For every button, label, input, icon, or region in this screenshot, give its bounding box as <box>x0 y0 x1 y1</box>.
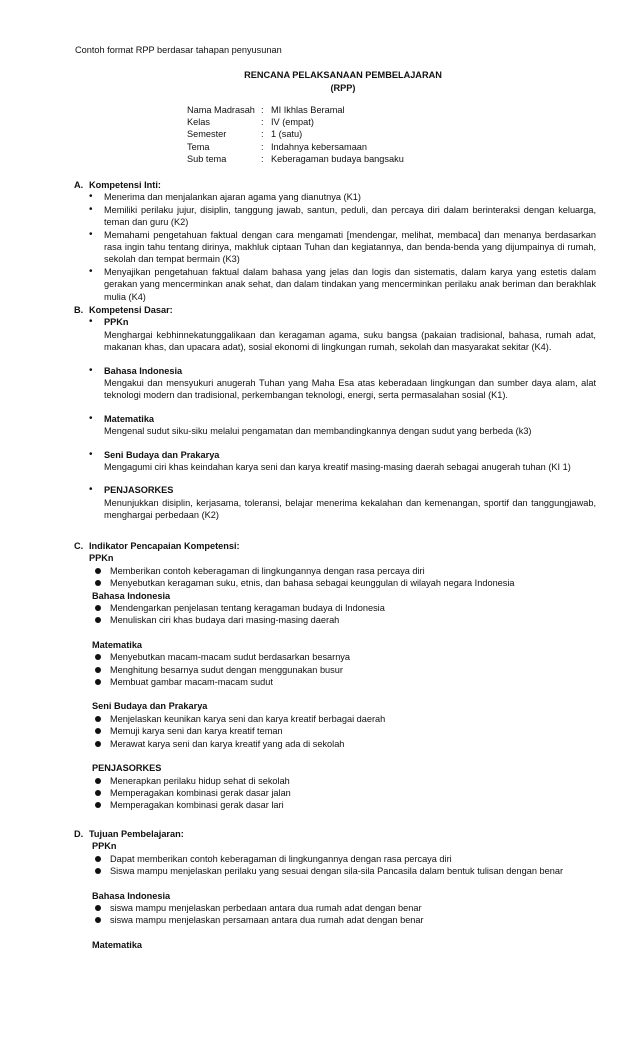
info-label: Semester <box>187 129 227 140</box>
indikator-list <box>74 651 596 688</box>
info-row <box>187 116 404 128</box>
subject-label: • PENJASORKES <box>104 485 174 496</box>
info-row <box>187 128 404 140</box>
info-separator: : <box>261 117 264 128</box>
indikator-list <box>74 565 596 590</box>
subject-heading: Matematika <box>92 639 143 650</box>
header-note: Contoh format RPP berdasar tahapan penyusunan <box>75 45 282 55</box>
list-item: Menuliskan ciri khas budaya dari masing-masing daerah <box>74 614 596 626</box>
list-item: Memperagakan kombinasi gerak dasar lari <box>74 799 596 811</box>
section-tujuan <box>74 828 596 951</box>
indikator-list <box>74 775 596 812</box>
kd-text: Mengagumi ciri khas keindahan karya seni dan karya kreatif masing-masing daerah sebagai anugerah tuhan (KI 1) <box>104 462 571 473</box>
info-label: Tema <box>187 141 210 152</box>
info-value: 1 (satu) <box>271 129 303 140</box>
identity-table <box>187 104 404 165</box>
list-item: • Memiliki perilaku jujur, disiplin, tanggung jawab, santun, peduli, dan percaya diri dalam berinteraksi dengan keluarga, teman dan guru (K2) <box>74 204 596 229</box>
document-title: RENCANA PELAKSANAAN PEMBELAJARAN <box>244 70 442 80</box>
tujuan-list <box>74 902 596 927</box>
info-separator: : <box>261 153 264 164</box>
section-heading: A. Kompetensi Inti: <box>74 180 161 190</box>
subject-heading: PPKn <box>89 553 114 564</box>
info-row <box>187 141 404 153</box>
info-label: Kelas <box>187 117 210 128</box>
list-item: Dapat memberikan contoh keberagaman di lingkungannya dengan rasa percaya diri <box>74 853 596 865</box>
list-item: Menerapkan perilaku hidup sehat di sekolah <box>74 775 596 787</box>
info-separator: : <box>261 129 264 140</box>
info-value: IV (empat) <box>271 117 314 128</box>
kompetensi-dasar-item <box>74 316 596 353</box>
subject-label: • Matematika <box>104 413 155 424</box>
subject-heading: Seni Budaya dan Prakarya <box>92 701 208 712</box>
list-item: Menjelaskan keunikan karya seni dan karya kreatif berbagai daerah <box>74 713 596 725</box>
list-item: • Menyajikan pengetahuan faktual dalam bahasa yang jelas dan logis dan sistematis, dalam karya yang estetis dalam gerakan yang mencerminkan anak sehat, dan dalam tindakan yang mencerminkan perilaku anak beriman dan berakhlak mulia (K4) <box>74 266 596 303</box>
info-value: Keberagaman budaya bangsaku <box>271 153 404 164</box>
list-item: Merawat karya seni dan karya kreatif yang ada di sekolah <box>74 738 596 750</box>
info-value: Indahnya kebersamaan <box>271 141 368 152</box>
indikator-list <box>74 602 596 627</box>
subject-heading: Matematika <box>92 939 143 950</box>
info-value: MI Ikhlas Beramal <box>271 105 345 115</box>
list-item: Membuat gambar macam-macam sudut <box>74 676 596 688</box>
subject-label: • Bahasa Indonesia <box>104 365 183 376</box>
info-row <box>187 104 404 116</box>
section-kompetensi-inti <box>74 179 596 303</box>
list-item: • Menerima dan menjalankan ajaran agama yang dianutnya (K1) <box>74 191 596 203</box>
list-item: Siswa mampu menjelaskan perilaku yang sesuai dengan sila-sila Pancasila dalam bentuk tulisan dengan benar <box>74 865 596 877</box>
info-label: Sub tema <box>187 153 227 164</box>
subject-heading: PPKn <box>92 841 117 852</box>
info-label: Nama Madrasah <box>187 105 255 115</box>
section-indikator <box>74 540 596 812</box>
section-heading: C. Indikator Pencapaian Kompetensi: <box>74 541 240 551</box>
section-kompetensi-dasar <box>74 304 596 533</box>
info-separator: : <box>261 141 264 152</box>
indikator-list <box>74 713 596 750</box>
list-item: Mendengarkan penjelasan tentang keragaman budaya di Indonesia <box>74 602 596 614</box>
list-item: Menyebutkan macam-macam sudut berdasarkan besarnya <box>74 651 596 663</box>
subject-label: • PPKn <box>104 317 129 328</box>
kd-text: Menunjukkan disiplin, kerjasama, toleransi, belajar menerima kekalahan dan kemenangan, sportif dan tanggungjawab, menghargai perbedaan (K2) <box>104 497 596 521</box>
subject-heading: Bahasa Indonesia <box>92 590 171 601</box>
list-item: siswa mampu menjelaskan perbedaan antara dua rumah adat dengan benar <box>74 902 596 914</box>
document-subtitle: (RPP) <box>330 83 356 93</box>
list-item: Memuji karya seni dan karya kreatif teman <box>74 725 596 737</box>
info-separator: : <box>261 105 264 115</box>
kompetensi-dasar-item <box>74 484 596 521</box>
info-row <box>187 153 404 165</box>
section-heading: B. Kompetensi Dasar: <box>74 305 173 315</box>
subject-label: • Seni Budaya dan Prakarya <box>104 449 220 460</box>
kompetensi-inti-list <box>74 191 596 303</box>
list-item: Memberikan contoh keberagaman di lingkungannya dengan rasa percaya diri <box>74 565 596 577</box>
tujuan-list <box>74 853 596 878</box>
section-heading: D. Tujuan Pembelajaran: <box>74 829 184 839</box>
list-item: Menyebutkan keragaman suku, etnis, dan bahasa sebagai keunggulan di wilayah negara Indonesia <box>74 577 596 589</box>
list-item: Memperagakan kombinasi gerak dasar jalan <box>74 787 596 799</box>
list-item: siswa mampu menjelaskan persamaan antara dua rumah adat dengan benar <box>74 914 596 926</box>
kompetensi-dasar-item <box>74 413 596 438</box>
subject-heading: Bahasa Indonesia <box>92 890 171 901</box>
list-item: • Memahami pengetahuan faktual dengan cara mengamati [mendengar, melihat, membaca] dan menanya berdasarkan rasa ingin tahu tentang dirinya, makhluk ciptaan Tuhan dan kegiatannya, dan benda-benda yang dijumpainya di rumah, sekolah dan tempat bermain (K3) <box>74 229 596 266</box>
kompetensi-dasar-item <box>74 449 596 474</box>
subject-heading: PENJASORKES <box>92 763 162 774</box>
kd-text: Mengenal sudut siku-siku melalui pengamatan dan membandingkannya dengan sudut yang berbeda (k3) <box>104 426 532 437</box>
kompetensi-dasar-item <box>74 365 596 402</box>
kd-text: Menghargai kebhinnekatunggalikaan dan keragaman agama, suku bangsa (pakaian tradisional, bahasa, rumah adat, makanan khas, dan upacara adat), sosial ekonomi di lingkungan rumah, sekolah dan masyarakat sekitar (K4). <box>104 329 596 353</box>
list-item: Menghitung besarnya sudut dengan menggunakan busur <box>74 664 596 676</box>
kd-text: Mengakui dan mensyukuri anugerah Tuhan yang Maha Esa atas keberadaan lingkungan dan sumber daya alam, alat teknologi modern dan tradisional, perkembangan teknologi, energi, serta permasalahan sosial (K1). <box>104 378 596 401</box>
